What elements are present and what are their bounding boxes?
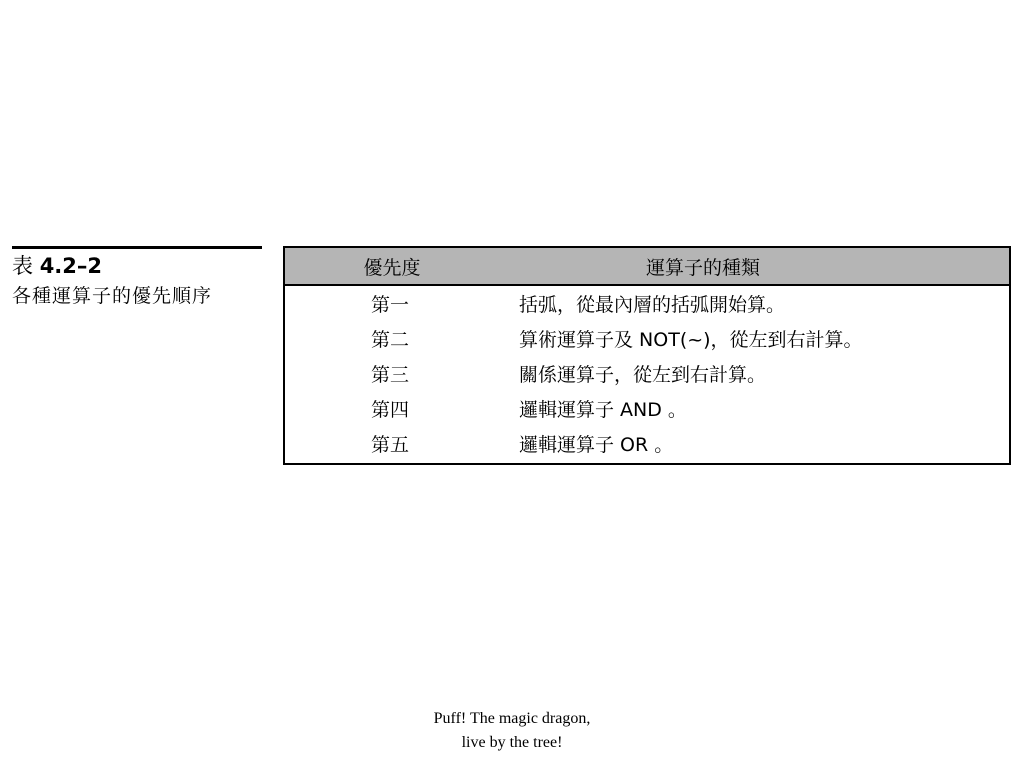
row-priority: 第四	[370, 399, 409, 421]
header-priority: 優先度	[363, 256, 421, 279]
caption-prefix: 表	[12, 254, 33, 278]
row-priority: 第二	[370, 329, 409, 351]
precedence-table	[283, 246, 1011, 465]
caption-suffix: 2	[87, 254, 103, 278]
row-description: 括弧，從最內層的括弧開始算。	[519, 294, 786, 316]
header-operator-type: 運算子的種類	[645, 256, 760, 279]
caption-dash: –	[76, 254, 88, 278]
table-row	[285, 286, 1009, 321]
table-row	[285, 391, 1009, 426]
table-body	[285, 286, 1009, 461]
caption-title	[12, 253, 262, 279]
caption-subtitle: 各種運算子的優先順序	[12, 285, 213, 307]
row-priority: 第三	[370, 364, 409, 386]
table-row	[285, 356, 1009, 391]
row-priority: 第一	[370, 294, 409, 316]
row-description: 邏輯運算子 AND 。	[519, 399, 687, 421]
row-description: 邏輯運算子 OR 。	[519, 434, 674, 456]
row-description: 算術運算子及 NOT(~)，從左到右計算。	[519, 329, 863, 351]
caption-number: 4.2	[39, 254, 77, 278]
table-row	[285, 321, 1009, 356]
table-header	[285, 248, 1009, 286]
table-caption	[12, 246, 262, 309]
row-description: 關係運算子，從左到右計算。	[519, 364, 767, 386]
footer-line-2: live by the tree!	[461, 734, 563, 751]
footer-line-1: Puff! The magic dragon,	[433, 710, 591, 727]
table-row	[285, 426, 1009, 461]
slide-footer	[0, 707, 1024, 755]
row-priority: 第五	[370, 434, 409, 456]
